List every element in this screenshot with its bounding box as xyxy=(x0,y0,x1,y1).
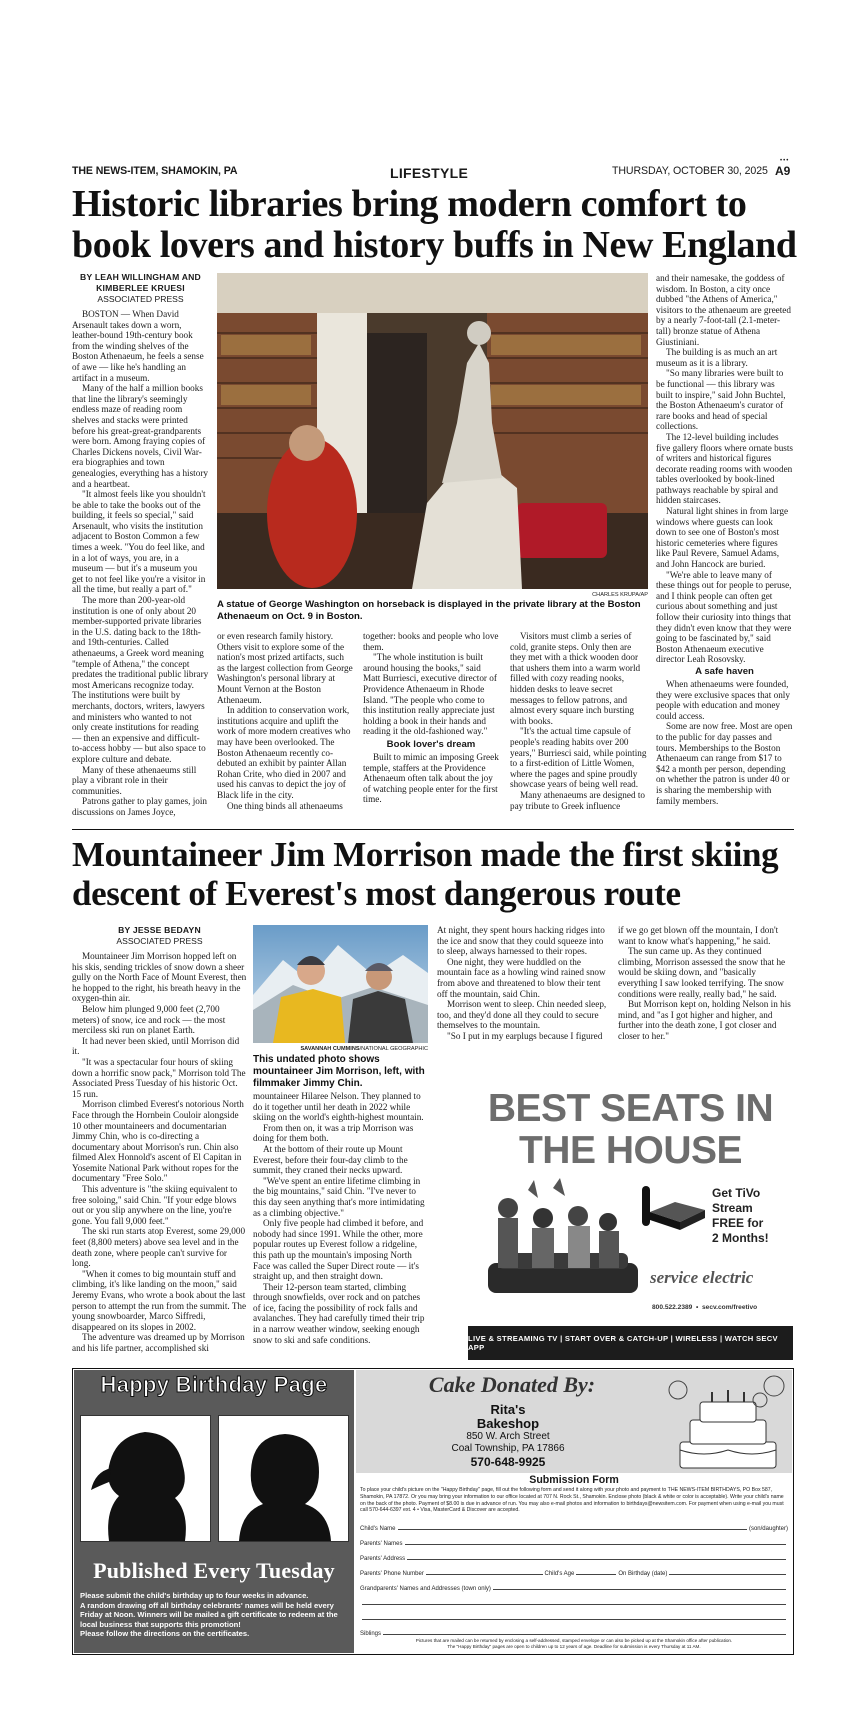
bakery-name-line2: Bakeshop xyxy=(476,1416,540,1431)
field-blank[interactable] xyxy=(383,1634,786,1635)
article1-agency: ASSOCIATED PRESS xyxy=(97,294,184,304)
field-blank[interactable] xyxy=(362,1619,786,1620)
field-label: Child's Name xyxy=(360,1526,396,1532)
article2-caption: This undated photo shows mountaineer Jim Morrison, left, with filmmaker Jimmy Chin. xyxy=(253,1054,425,1089)
published-banner: Published Every Tuesday xyxy=(93,1558,335,1583)
form-instructions: To place your child's picture on the "Happy Birthday" page, fill out the following form and send it along with your photo and payment to THE NEWS-ITEM BIRTHDAYS, PO Box 587, Shamokin, PA 17872. Or you may bring your information to our office located at 707 N. Rock St., Shamokin. Enclose photo (black & white or color is acceptable). Write your child's name on the back of the photo. Payment of $8.00 is due in advance of run. You may also e-mail photos and information to birthdays@newsitem.com. For payment when using e-mail you must call 570-644-6397 ext. 4 • Visa, MasterCard & Discover are accepted. xyxy=(360,1487,784,1514)
paragraph: At night, they spent hours hacking ridges into the ice and snow that they could squeeze into to sleep, always harnessed to their ropes. xyxy=(437,925,605,957)
paragraph: Many of the half a million books that line the library's seemingly endless maze of reading room shelves and stacks were printed before his great-great-grandparents were born. Among fraying copies of Charles Dickens novels, Civil War-era biographies and town genealogies, everything has a history and a heartbeat. xyxy=(72,383,208,489)
paragraph: Many of these athenaeums still play a vibrant role in their communities. xyxy=(72,764,197,796)
article2-byline: BY JESSE BEDAYN xyxy=(118,925,201,935)
footer-line2: The "Happy Birthday" pages are open to children up to 12 years of age. Deadline for submission is every Thursday at 11 AM. xyxy=(447,1644,701,1649)
page-number-dots-icon: ••• xyxy=(780,158,790,164)
ad-promo-line4: 2 Months! xyxy=(712,1231,769,1245)
paragraph: "We've spent an entire lifetime climbing in the big mountains," said Chin. "I've never to this day seen anything that's more intimidating as a climbing objective." xyxy=(253,1175,425,1218)
paragraph: The 12-level building includes five gallery floors where ornate busts of writers and historical figures decorate reading rooms with wooden tables overlooked by book-lined pathways reachable by spiral and hidden staircases. xyxy=(656,431,793,506)
service-electric-ad[interactable] xyxy=(468,1082,793,1360)
paragraph: or even research family history. Others visit to explore some of the nation's most prized artifacts, such as the largest collection from George Washington's personal library at Mount Vernon at the Boston Athenaeum. xyxy=(217,631,353,705)
article1-byline-line1: BY LEAH WILLINGHAM AND xyxy=(80,272,201,282)
paragraph: From then on, it was a trip Morrison was doing for them both. xyxy=(253,1122,414,1144)
grandparents-field[interactable] xyxy=(360,1580,788,1592)
siblings-field[interactable] xyxy=(360,1625,788,1637)
mountaineers-photo xyxy=(253,925,428,1043)
bakery-address1: 850 W. Arch Street xyxy=(466,1431,550,1442)
silhouette-boy-icon xyxy=(219,1416,348,1541)
bakery-address2: Coal Township, PA 17866 xyxy=(451,1442,565,1454)
paragraph: One thing binds all athenaeums xyxy=(227,800,343,811)
paragraph: "It was a spectacular four hours of skiing down a horrific snow pack," Morrison told The Associated Press Tuesday of his historic Oct. 15 run. xyxy=(72,1056,246,1099)
issue-date: THURSDAY, OCTOBER 30, 2025 xyxy=(612,165,768,177)
submission-form-title: Submission Form xyxy=(529,1474,619,1486)
ad-promo-line3: FREE for xyxy=(712,1216,764,1230)
ad-promo xyxy=(712,1186,769,1246)
silhouette-boy-frame xyxy=(218,1415,349,1542)
paragraph: Mountaineer Jim Morrison hopped left on his skis, sending trickles of snow down a sheer gully on the North Face of Mount Everest, then he hopped to the right, his breath heavy in the oxygen-thin air. xyxy=(72,951,247,1004)
silhouette-girl-icon xyxy=(81,1416,210,1541)
paragraph: "When it comes to big mountain stuff and climbing, it's like landing on the moon," said Jeremy Evans, who wrote a book about the last person to attempt the run from the summit. The young snowboarder, Marco Siffredi, disappeared on its slopes in 2002. xyxy=(72,1268,247,1332)
silhouette-girl-frame xyxy=(80,1415,211,1542)
ad-headline-line2: THE HOUSE xyxy=(518,1129,743,1172)
ad-headline-line1: BEST SEATS IN xyxy=(487,1087,774,1130)
parents-address-field[interactable] xyxy=(360,1550,788,1562)
paragraph: It had never been skied, until Morrison did it. xyxy=(72,1035,240,1057)
article1-col1 xyxy=(72,272,209,822)
paragraph: BOSTON — When David Arsenault takes down a worn, leather-bound 19th-century book from the winding shelves of the Boston Athenaeum, he feels a sense of awe — like he's handling an artifact in a museum. xyxy=(72,309,204,383)
article1-headline-line2: book lovers and history buffs in New England xyxy=(72,224,797,266)
grandparents-field-line3[interactable] xyxy=(360,1610,788,1622)
paragraph: Natural light shines in from large windows where guests can look down to see one of Boston's most historic cemeteries where figures like Paul Revere, Samuel Adams, and John Hancock are buried. xyxy=(656,506,789,570)
photo-credit-org: /NATIONAL GEOGRAPHIC xyxy=(359,1046,428,1052)
article1-col3 xyxy=(363,631,499,821)
paragraph: At the bottom of their route up Mount Everest, before their four-day climb to the summit, they craned their necks upward. xyxy=(253,1143,408,1176)
paragraph: Patrons gather to play games, join discussions on James Joyce, xyxy=(72,796,208,817)
cake-donated-title: Cake Donated By: xyxy=(428,1372,596,1397)
section-divider xyxy=(72,829,794,830)
field-label: Child's Age xyxy=(544,1571,575,1577)
article2-headline-line2: descent of Everest's most dangerous route xyxy=(72,874,681,913)
article1-col2 xyxy=(217,631,353,821)
field-label: Grandparents' Names and Addresses (town only) xyxy=(360,1586,491,1592)
article2-col4 xyxy=(618,925,794,1047)
footer-line1: Pictures that are mailed can be returned by enclosing a self-addressed, stamped envelope or can also be picked up at the Shamokin office after publication. xyxy=(415,1638,733,1643)
paragraph: Many athenaeums are designed to pay tribute to Greek influence xyxy=(510,789,646,811)
article2-photo-credit xyxy=(253,1046,428,1052)
paragraph: "The whole institution is built around housing the books," said Matt Burriesci, executive director of Providence Athenaeum in Rhode Island. "The people who come to this institution really appreciate just holding a book in their hands and reading it the old-fashioned way." xyxy=(363,652,497,737)
bakery-name-line1: Rita's xyxy=(490,1402,526,1417)
birthday-instructions xyxy=(80,1591,350,1639)
article2-col3 xyxy=(437,925,612,1047)
parents-phone-field[interactable] xyxy=(360,1565,788,1577)
paragraph: The more than 200-year-old institution is one of only about 20 member-supported private libraries in the U.S. dating back to the 18th- and 19th-centuries. Called athenaeums, a Greek word meaning "temple of Athena," the concept predates the traditional public library most Americans recognize today. The institutions were built by merchants, doctors, writers, lawyers and ministers who wanted to not only create institutions for reading — then an expensive and difficult-to-access hobby — but also space to explore culture and debate. xyxy=(72,595,209,764)
article1-photo-credit: CHARLES KRUPA/AP xyxy=(592,592,648,598)
paragraph: Some are now free. Most are open to the public for day passes and tours. Memberships to the Boston Athenaeum can range from $17 to $42 a month per person, depending on whether the patron is under 40 or is sharing the membership with family members. xyxy=(656,721,793,806)
grandparents-field-line2[interactable] xyxy=(360,1595,788,1607)
field-label: Parents' Phone Number xyxy=(360,1571,424,1577)
bakery-phone: 570-648-9925 xyxy=(470,1455,546,1469)
field-blank[interactable] xyxy=(407,1559,786,1560)
section-name: LIFESTYLE xyxy=(390,165,469,181)
article1-headline-line1: Historic libraries bring modern comfort to xyxy=(72,183,747,225)
paragraph: "So I put in my earplugs because I figured xyxy=(447,1030,603,1041)
paragraph: When athenaeums were founded, they were exclusive spaces that only people with education and money could access. xyxy=(656,678,790,721)
paragraph: Only five people had climbed it before, and nobody had since 1991. While the other, more popular routes up Everest follow a ridgeline, this path up the mountain's imposing North Face was called the Super Direct route — it's straight up, and then straight down. xyxy=(253,1218,424,1282)
ad-promo-line1: Get TiVo xyxy=(712,1186,761,1200)
ad-contact: 800.522.2389 • secv.com/freetivo xyxy=(652,1304,758,1311)
article1-col5 xyxy=(656,273,793,821)
ad-fans-illustration xyxy=(468,1178,638,1308)
field-label: On Birthday (date) xyxy=(618,1571,668,1577)
paragraph: Their 12-person team started, climbing through snowfields, over rock and on patches of ice, facing the possibility of rock falls and avalanches. They had carefully timed their trip in a narrow weather window, seeking enough snow to ski and safe conditions. xyxy=(253,1281,425,1345)
subhead-book-lovers-dream: Book lover's dream xyxy=(386,738,476,750)
field-blank[interactable] xyxy=(426,1574,543,1575)
bakery-info xyxy=(408,1403,608,1470)
instruction-line: Please submit the child's birthday up to four weeks in advance. xyxy=(80,1591,309,1600)
article2-col1 xyxy=(72,925,247,1355)
photo-credit-name: SAVANNAH CUMMINS xyxy=(300,1046,360,1052)
paragraph: The sun came up. As they continued climbing, Morrison assessed the snow that he would be skiing down, and "basically everything I saw looked terrifying. The snow conditions were really, really bad," he said. xyxy=(618,946,786,999)
form-footer xyxy=(360,1638,788,1650)
paragraph: Built to mimic an imposing Greek temple, staffers at the Providence Athenaeum often talk about the joy of watching people enter for the first time. xyxy=(363,751,499,805)
field-blank[interactable] xyxy=(576,1574,616,1575)
article2-agency: ASSOCIATED PRESS xyxy=(116,936,203,946)
ad-phone: 800.522.2389 xyxy=(652,1304,693,1311)
paragraph: if we go get blown off the mountain, I don't want to know what's happening," he said. xyxy=(618,925,779,946)
article2-headline-line1: Mountaineer Jim Morrison made the first skiing xyxy=(72,835,779,874)
field-blank[interactable] xyxy=(669,1574,786,1575)
logo-word-service: service xyxy=(650,1268,699,1287)
paragraph: "We're able to leave many of these things out for people to peruse, and I think people can often get curious about something and just follow their curiosity into things that they didn't even know that they were going to be fascinated by," said Boston Athenaeum executive director Leah Rosovsky. xyxy=(656,569,792,665)
subhead-safe-haven: A safe haven xyxy=(695,665,754,677)
field-blank[interactable] xyxy=(362,1604,786,1605)
athenaeum-photo xyxy=(217,273,648,589)
paragraph: mountaineer Hilaree Nelson. They planned to do it together until her death in 2022 while skiing on the world's eighth-highest mountain. xyxy=(253,1091,424,1123)
cake-icon xyxy=(664,1372,790,1470)
article1-col4 xyxy=(510,631,647,821)
field-blank[interactable] xyxy=(398,1529,747,1530)
paragraph: In addition to conservation work, institutions acquire and uplift the work of more modern creatives who may have been overlooked. The Boston Athenaeum recently co-debuted an exhibit by painter Allan Rohan Crite, who died in 2007 and used his canvas to depict the joy of Black life in the city. xyxy=(217,705,351,800)
field-label: (son/daughter) xyxy=(748,1526,788,1532)
paragraph: The ski run starts atop Everest, some 29,000 feet (8,800 meters) above sea level and in the death zone, where people can't survive for long. xyxy=(72,1226,246,1269)
paper-name: THE NEWS-ITEM, SHAMOKIN, PA xyxy=(72,165,238,177)
paragraph: Visitors must climb a series of cold, granite steps. Only then are they met with a thick wooden door that ushers them into a warm world filled with cozy reading nooks, hidden desks to leave secret messages to fellow patrons, and almost every square inch bursting with books. xyxy=(510,631,641,726)
parents-names-field[interactable] xyxy=(360,1535,788,1547)
field-blank[interactable] xyxy=(493,1589,786,1590)
instruction-line: Please follow the directions on the certificates. xyxy=(80,1629,250,1639)
field-label: Parents' Names xyxy=(360,1541,403,1547)
article2-col2 xyxy=(253,1091,428,1356)
ad-promo-line2: Stream xyxy=(712,1201,753,1215)
birthday-title: Happy Birthday Page xyxy=(100,1372,328,1397)
service-electric-logo xyxy=(650,1268,753,1288)
page-number: A9 xyxy=(775,164,791,178)
paragraph: Morrison climbed Everest's notorious North Face through the Hornbein Couloir alongside 10 other mountaineers and documentarian Jimmy Chin, who is co-directing a documentary about Morrison's run. Chin also filmed Alex Honnold's ascent of El Capitan in Yosemite National Park without ropes for the documentary "Free Solo." xyxy=(72,1099,244,1184)
tivo-box-icon xyxy=(640,1182,710,1232)
field-blank[interactable] xyxy=(405,1544,787,1545)
paragraph: and their namesake, the goddess of wisdom. In Boston, a city once dubbed "the Athens of America," visitors to the athenaeum are greeted by a nearly 7-foot-tall (2.1-meter-tall) bronze statue of Athena Giustiniani. xyxy=(656,273,791,347)
field-label: Parents' Address xyxy=(360,1556,406,1562)
field-label: Siblings xyxy=(360,1631,382,1637)
paragraph: The adventure was dreamed up by Morrison and his life partner, accomplished ski xyxy=(72,1332,245,1353)
paragraph: "It's the actual time capsule of people's reading habits over 200 years," Burriesci said, while pointing to a first-edition of Little Women, where the pages and spine proudly showcase years of being well read. xyxy=(510,726,647,790)
paragraph: The building is as much an art museum as it is a library. xyxy=(656,347,778,368)
paragraph: "So many libraries were built to be functional — this library was built to inspire," said John Buchtel, the Boston Athenaeum's curator of rare books and head of special collections. xyxy=(656,368,786,432)
article1-caption: A statue of George Washington on horseback is displayed in the private library at the Boston Athenaeum on Oct. 9 in Boston. xyxy=(217,599,641,622)
paragraph: But Morrison kept on, holding Nelson in his mind, and "as I got higher and higher, and further into the death zone, I got closer and closer to her." xyxy=(618,999,791,1041)
ad-feature-band: LIVE & STREAMING TV | START OVER & CATCH-UP | WIRELESS | WATCH SECV APP xyxy=(468,1326,793,1360)
child-name-field[interactable] xyxy=(360,1520,788,1532)
paragraph: Below him plunged 9,000 feet (2,700 meters) of snow, ice and rock — the most merciless ski run on planet Earth. xyxy=(72,1003,226,1036)
paragraph: One night, they were huddled on the mountain face as a howling wind rained snow from above and threatened to blow their tent off the mountain, said Chin. xyxy=(437,956,606,999)
paragraph: This adventure is "the skiing equivalent to free soloing," said Chin. "If your edge blows out or you slip anywhere on the line, you're gone. You fall 9,000 feet." xyxy=(72,1184,238,1226)
instruction-line: A random drawing off all birthday celebrants' names will be held every Friday at Noon. Winners will be mailed a gift certificate to redeem at the local business that supports this promotion! xyxy=(80,1600,338,1629)
paragraph: "It almost feels like you shouldn't be able to take the books out of the building, it feels so special," said Arsenault, who visits the institution adjacent to Boston Common a few times a week. "You do feel like, and in a lot of ways, you are, in a museum — but it's a museum you get to not feel like you're a visitor in all the time, but really a part of." xyxy=(72,489,206,595)
paragraph: together: books and people who love them. xyxy=(363,631,499,652)
logo-word-electric: electric xyxy=(702,1268,754,1287)
article1-byline-line2: KIMBERLEE KRUESI xyxy=(96,283,185,293)
ad-url[interactable]: secv.com/freetivo xyxy=(701,1304,758,1311)
paragraph: Morrison went to sleep. Chin needed sleep, too, and they'd done all they could to secure themselves to the mountain. xyxy=(437,999,607,1031)
